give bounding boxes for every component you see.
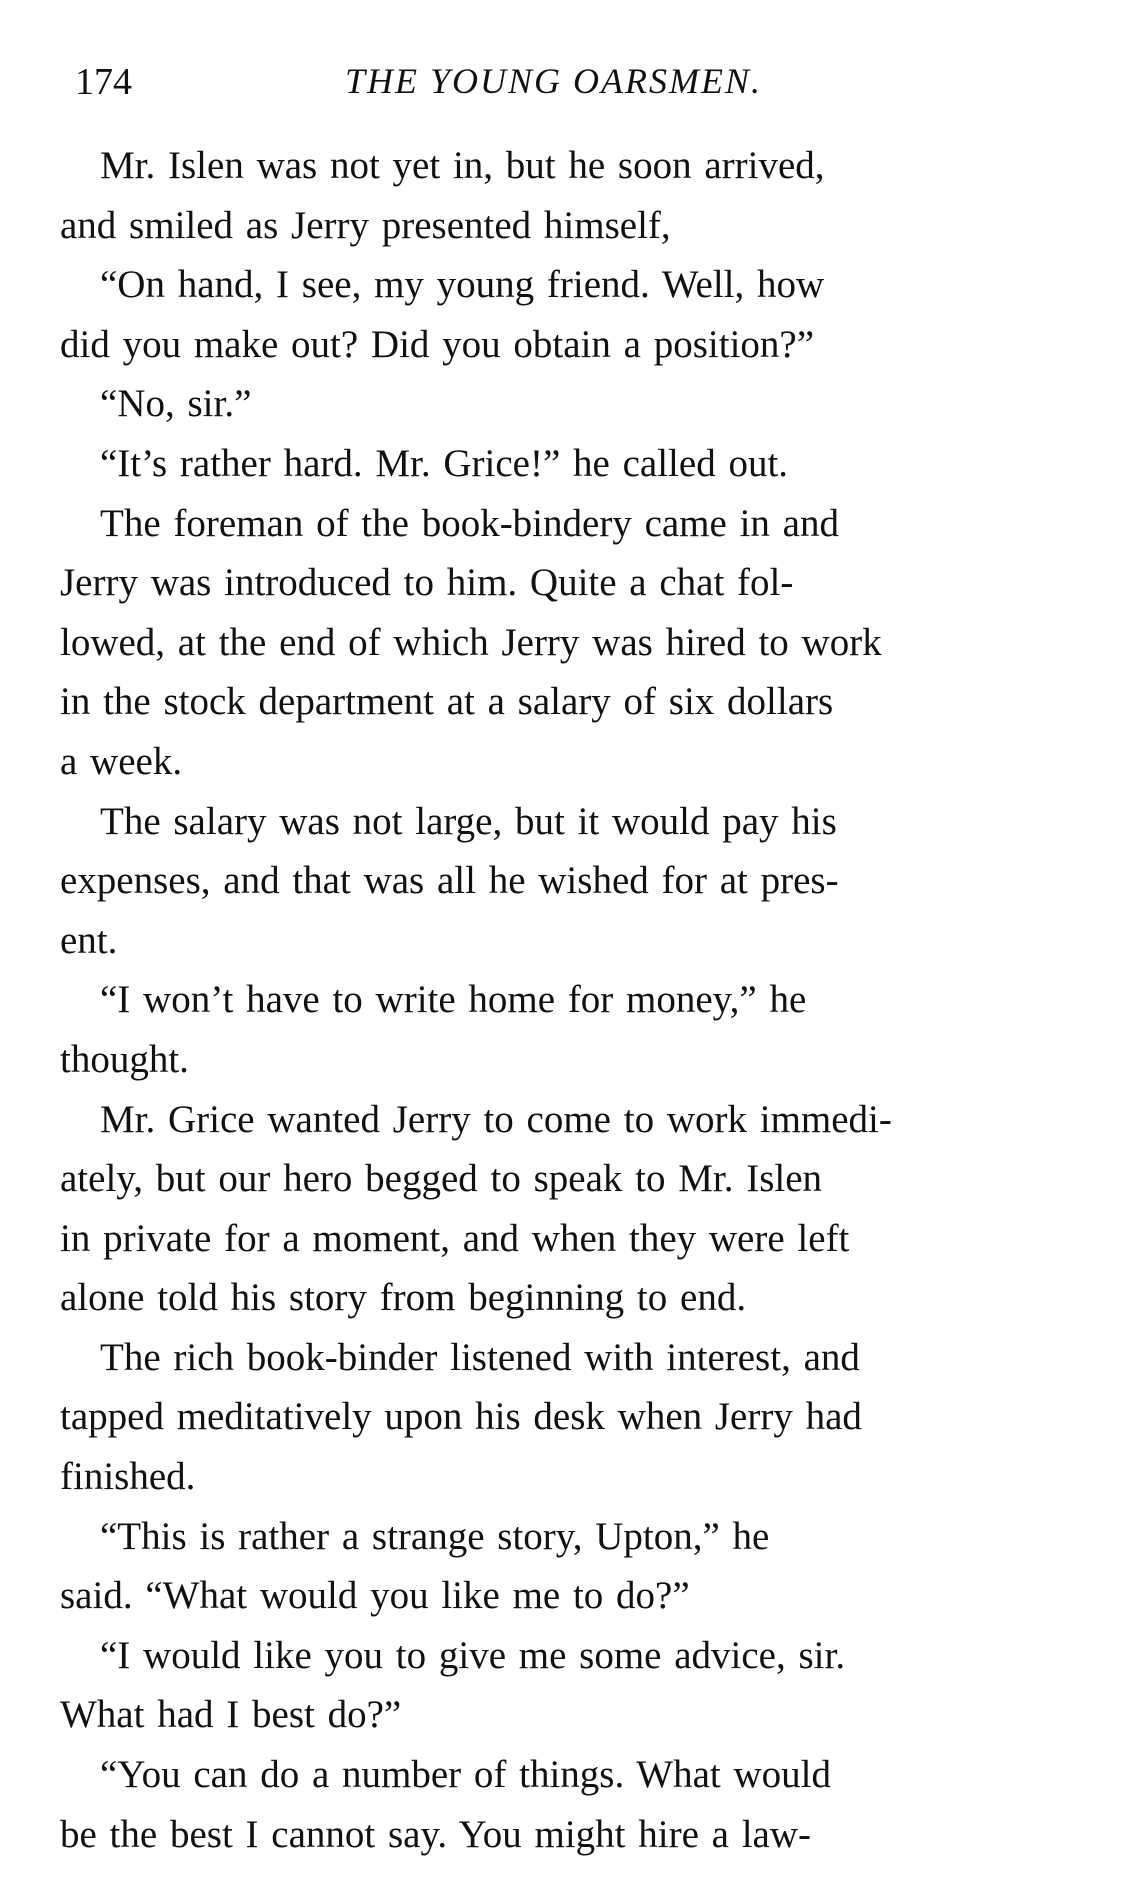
text-line: finished.: [60, 1455, 196, 1499]
text-line: lowed, at the end of which Jerry was hired to work: [60, 620, 882, 664]
text-line: “You can do a number of things. What would: [100, 1753, 831, 1797]
text-line: a week.: [60, 739, 183, 783]
text-line: thought.: [60, 1037, 189, 1081]
page-header: [75, 60, 845, 110]
text-line: “It’s rather hard. Mr. Grice!” he called out.: [100, 441, 789, 485]
text-line: The foreman of the book-bindery came in and: [100, 501, 839, 545]
text-line: said. “What would you like me to do?”: [60, 1574, 690, 1618]
text-line: “I would like you to give me some advice, sir.: [100, 1633, 846, 1677]
text-line: ately, but our hero begged to speak to Mr. Islen: [60, 1157, 823, 1201]
text-line: Mr. Islen was not yet in, but he soon arrived,: [100, 144, 825, 187]
text-line: “No, sir.”: [100, 382, 252, 426]
text-line: tapped meditatively upon his desk when Jerry had: [60, 1395, 862, 1439]
page-number: 174: [75, 61, 132, 103]
text-line: expenses, and that was all he wished for at pres-: [60, 859, 839, 903]
text-line: in private for a moment, and when they were left: [60, 1216, 850, 1260]
text-line: “This is rather a strange story, Upton,” he: [100, 1514, 770, 1558]
text-line: alone told his story from beginning to end.: [60, 1276, 747, 1320]
text-line: “I won’t have to write home for money,” he: [100, 978, 807, 1022]
text-line: Mr. Grice wanted Jerry to come to work immedi-: [100, 1097, 892, 1141]
text-line: The rich book-binder listened with interest, and: [100, 1335, 860, 1379]
text-line: “On hand, I see, my young friend. Well, how: [100, 263, 825, 307]
text-line: ent.: [60, 918, 118, 962]
text-line: and smiled as Jerry presented himself,: [60, 203, 671, 247]
text-line: The salary was not large, but it would pay his: [100, 799, 837, 843]
text-line: in the stock department at a salary of six dollars: [60, 680, 834, 724]
running-head: THE YOUNG OARSMEN.: [345, 61, 763, 101]
text-line: did you make out? Did you obtain a position?”: [60, 322, 815, 366]
text-line: What had I best do?”: [60, 1693, 402, 1737]
body-text: [60, 136, 1080, 1864]
text-line: Jerry was introduced to him. Quite a chat fol-: [60, 561, 794, 605]
text-line: be the best I cannot say. You might hire a law-: [60, 1812, 811, 1856]
